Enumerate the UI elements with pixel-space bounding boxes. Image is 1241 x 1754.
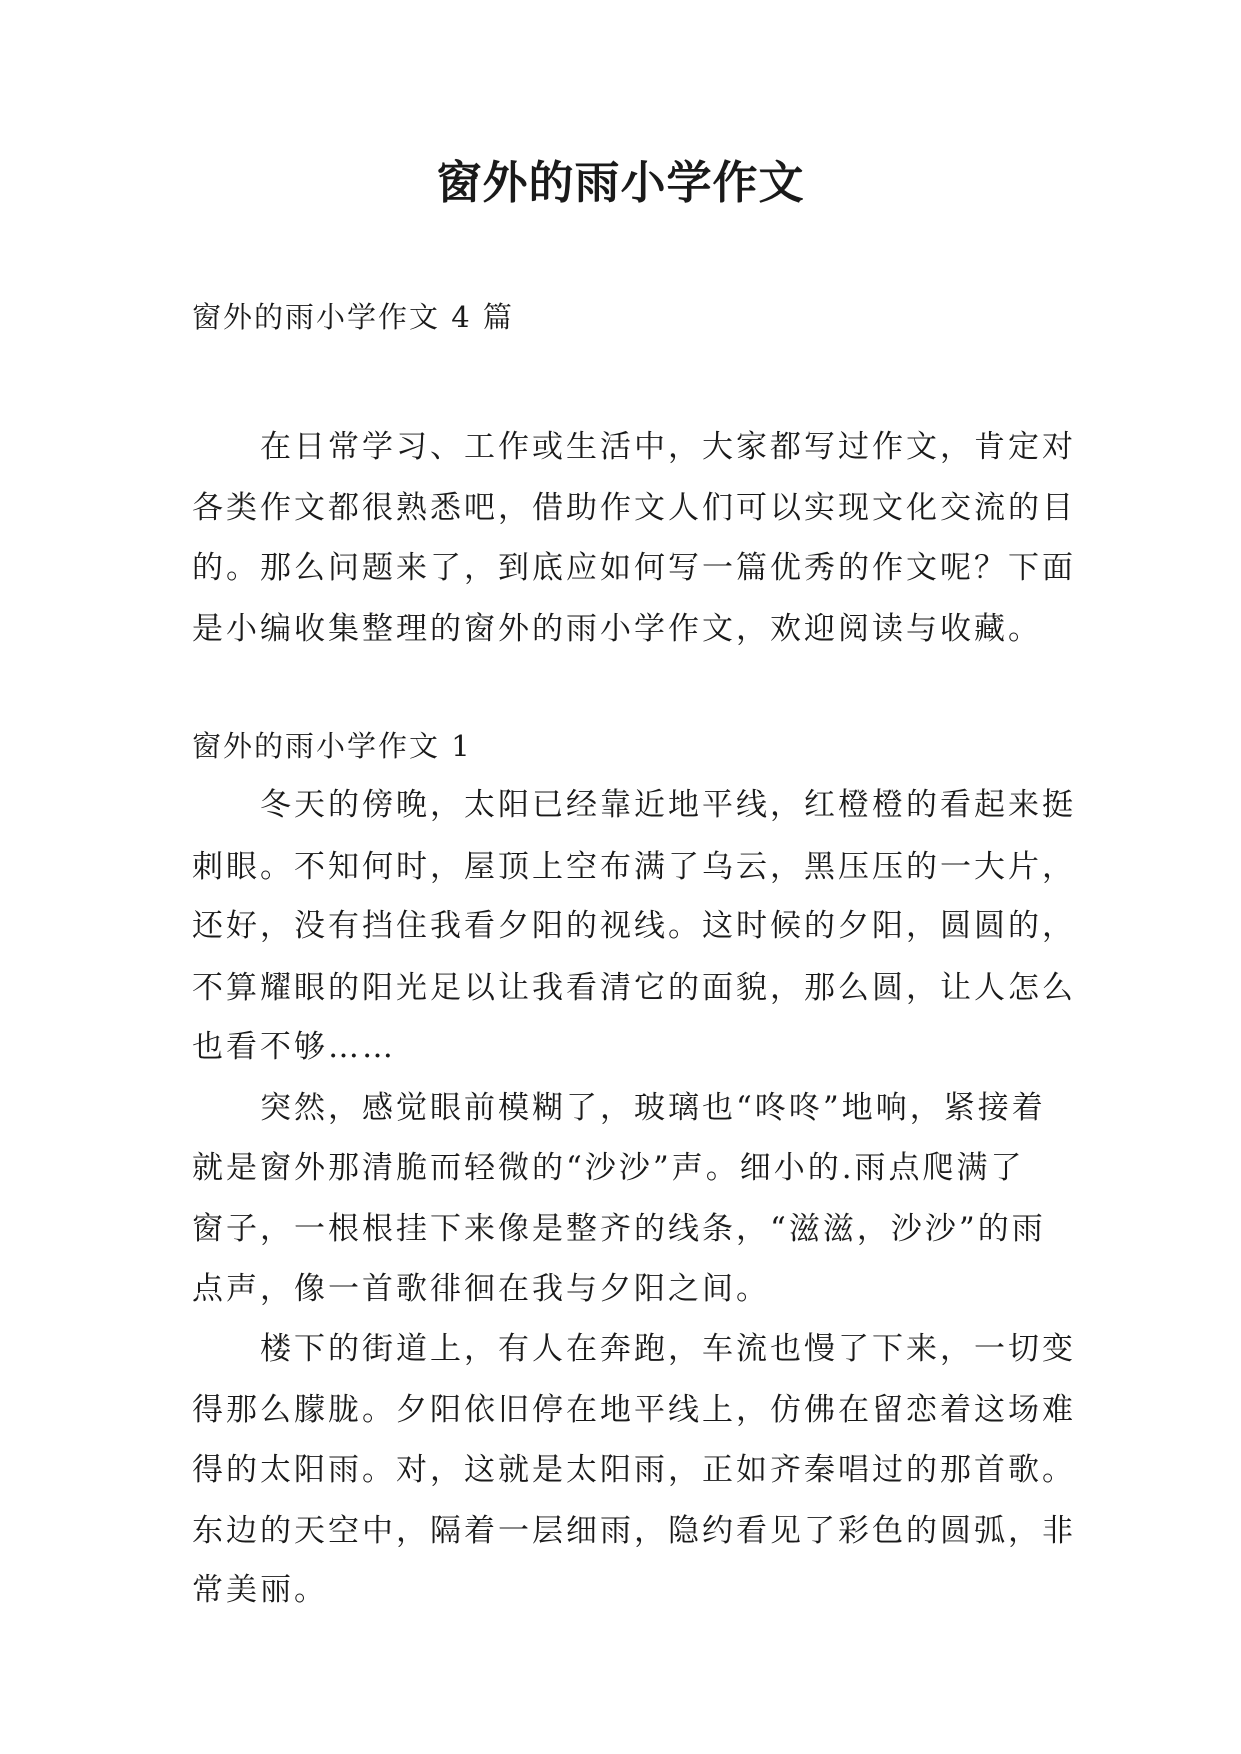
text-line: 就是窗外那清脆而轻微的“沙沙”声。细小的.雨点爬满了	[192, 1150, 1025, 1186]
document-title: 窗外的雨小学作文	[436, 156, 805, 209]
text-line: 是小编收集整理的窗外的雨小学作文，欢迎阅读与收藏。	[192, 611, 1042, 647]
text-line: 常美丽。	[192, 1572, 328, 1608]
text-line: 也看不够……	[192, 1029, 396, 1065]
text-line: 楼下的街道上，有人在奔跑，车流也慢了下来，一切变	[192, 1331, 1076, 1367]
text-line: 不算耀眼的阳光足以让我看清它的面貌，那么圆，让人怎么	[192, 970, 1076, 1006]
text-line: 东边的天空中，隔着一层细雨，隐约看见了彩色的圆弧，非	[192, 1513, 1076, 1549]
text-line: 在日常学习、工作或生活中，大家都写过作文，肯定对	[192, 429, 1076, 465]
text-line: 窗子，一根根挂下来像是整齐的线条，“滋滋，沙沙”的雨	[192, 1211, 1046, 1247]
text-line: 点声，像一首歌徘徊在我与夕阳之间。	[192, 1271, 770, 1307]
document-subtitle: 窗外的雨小学作文 4 篇	[192, 300, 514, 334]
text-line: 各类作文都很熟悉吧，借助作文人们可以实现文化交流的目	[192, 490, 1076, 526]
text-line: 冬天的傍晚，太阳已经靠近地平线，红橙橙的看起来挺	[192, 787, 1076, 823]
text-line: 得的太阳雨。对，这就是太阳雨，正如齐秦唱过的那首歌。	[192, 1452, 1076, 1488]
text-line: 刺眼。不知何时，屋顶上空布满了乌云，黑压压的一大片，	[192, 849, 1076, 885]
text-line: 的。那么问题来了，到底应如何写一篇优秀的作文呢？下面	[192, 550, 1076, 586]
essay-heading: 窗外的雨小学作文 1	[192, 729, 472, 763]
text-line: 还好，没有挡住我看夕阳的视线。这时候的夕阳，圆圆的，	[192, 908, 1076, 944]
text-line: 得那么朦胧。夕阳依旧停在地平线上，仿佛在留恋着这场难	[192, 1392, 1076, 1428]
text-line: 突然，感觉眼前模糊了，玻璃也“咚咚”地响，紧接着	[192, 1090, 1046, 1126]
